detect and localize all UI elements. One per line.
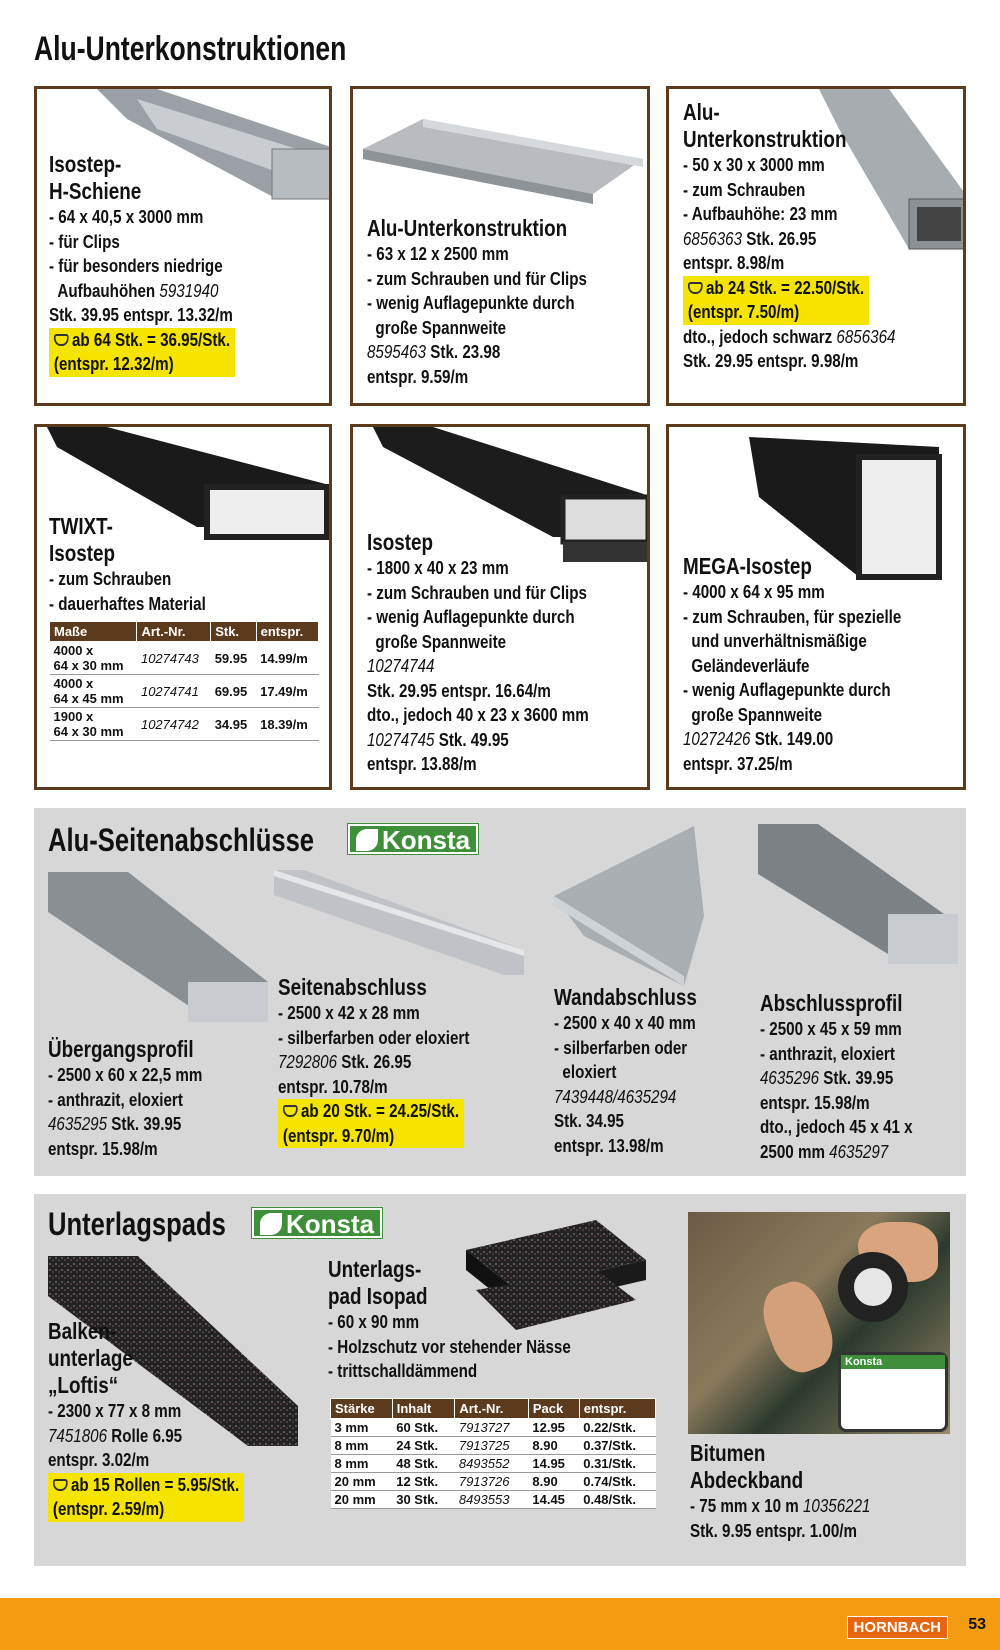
spec-line: - silberfarben oder [554,1036,688,1058]
spec-line: - Holzschutz vor stehender Nässe [328,1335,571,1357]
spec-line: - anthrazit, eloxiert [48,1088,183,1110]
spec-line: - 63 x 12 x 2500 mm [367,243,509,264]
product-title: Balken- [48,1318,117,1344]
book-icon [54,334,69,346]
tape-roll [838,1252,908,1322]
bulk-offer: ab 64 Stk. = 36.95/Stk. (entspr. 12.32/m) [49,328,235,377]
price-line: Stk. 39.95 entspr. 13.32/m [49,304,233,325]
card-twixt-isostep [34,424,332,790]
price-line: entspr. 9.59/m [367,365,469,387]
twixt-table [49,621,319,741]
article-number: 7439448/4635294 [554,1085,677,1107]
spec-line: Geländeverläufe [691,654,810,676]
leaf-icon [356,829,378,851]
article-number: 10274745 [367,728,435,750]
uebergangsprofil-image [48,872,268,1032]
price-line: Rolle 6.95 [107,1424,183,1446]
seitenabschluss-image [274,870,524,980]
page-footer [0,1598,1000,1650]
table-header: Art.-Nr. [455,1399,529,1419]
price-line: entspr. 13.98/m [554,1134,664,1156]
table-header: entspr. [579,1399,655,1419]
spec-line: - zum Schrauben [49,568,172,589]
product-title: Abschlussprofil [760,990,903,1016]
spec-line: - zum Schrauben und für Clips [367,581,587,603]
price-line: entspr. 8.98/m [683,252,785,273]
leaf-icon [260,1213,282,1235]
spec-line: - 64 x 40,5 x 3000 mm [49,206,204,227]
bulk-offer: ab 20 Stk. = 24.25/Stk. (entspr. 9.70/m) [278,1099,464,1148]
price-line: entspr. 13.88/m [367,753,477,774]
abschlussprofil-image [758,824,958,974]
table-header: Maße [50,622,137,642]
book-icon [53,1479,68,1491]
spec-line: - wenig Auflagepunkte durch [367,606,575,627]
spec-line: - 60 x 90 mm [328,1311,420,1332]
spec-line: - zum Schrauben und für Clips [367,267,587,289]
table-header: Pack [528,1399,579,1419]
spec-line: - für Clips [49,230,120,252]
spec-line: - anthrazit, eloxiert [760,1042,895,1064]
page-title: Alu-Unterkonstruktionen [34,30,347,68]
price-line: entspr. 10.78/m [278,1075,388,1097]
table-row: 20 mm 30 Stk. 8493553 14.45 0.48/Stk. [331,1491,656,1509]
article-number: 6856363 [683,227,743,249]
table-header: entspr. [256,622,318,642]
table-row: 4000 x 64 x 45 mm 10274741 69.95 17.49/m [50,675,319,708]
spec-line: - 4000 x 64 x 95 mm [683,581,825,602]
article-number: 8595463 [367,341,427,362]
table-row: 4000 x 64 x 30 mm 10274743 59.95 14.99/m [50,642,319,675]
spec-line: - wenig Auflagepunkte durch [367,292,575,313]
spec-line: - zum Schrauben, für spezielle [683,605,902,627]
table-row: 1900 x 64 x 30 mm 10274742 34.95 18.39/m [50,708,319,741]
bulk-offer: ab 24 Stk. = 22.50/Stk. (entspr. 7.50/m) [683,276,869,325]
section-unterlagspads [34,1194,966,1566]
card-isostep [350,424,650,790]
spec-line: - 75 mm x 10 m [690,1495,803,1516]
product-title: Unterkonstruktion [683,126,847,152]
product-title: TWIXT- [49,513,113,539]
card-isostep-h-schiene [34,86,332,406]
price-line: Stk. 29.95 entspr. 9.98/m [683,350,859,371]
spec-line: - 2500 x 60 x 22,5 mm [48,1064,203,1085]
table-header: Art.-Nr. [137,622,211,642]
price-line: Stk. 26.95 [337,1051,412,1072]
alu-profile-image [363,109,643,209]
article-number: 4635296 [760,1067,820,1088]
price-line: Stk. 149.00 [750,728,834,749]
price-line: Stk. 9.95 entspr. 1.00/m [690,1519,857,1541]
table-header: Stärke [331,1399,393,1419]
isopad-table [330,1398,656,1509]
konsta-logo: Konsta [348,824,478,854]
bulk-offer: ab 15 Rollen = 5.95/Stk. (entspr. 2.59/m) [48,1473,244,1522]
spec-line: - 2300 x 77 x 8 mm [48,1400,182,1421]
card-mega-isostep [666,424,966,790]
spec-line: dto., jedoch 45 x 41 x [760,1116,913,1137]
spec-line: dto., jedoch 40 x 23 x 3600 mm [367,704,589,725]
page-number: 53 [968,1616,986,1633]
product-title: Übergangsprofil [48,1036,194,1062]
spec-line: 2500 mm [760,1140,830,1162]
card-alu-unterkonstruktion-50 [666,86,966,406]
price-line: Stk. 26.95 [742,227,817,249]
table-row: 8 mm 48 Stk. 8493552 14.95 0.31/Stk. [331,1455,656,1473]
product-title: „Loftis“ [48,1372,119,1398]
section-seitenabschluesse [34,808,966,1176]
article-number: 7451806 [48,1424,108,1446]
spec-line: und unverhältnismäßige [691,630,867,651]
product-title: Isostep- [49,151,122,177]
price-line: Stk. 34.95 [554,1110,625,1131]
product-title: H-Schiene [49,178,142,204]
product-title: Isostep [49,540,116,566]
table-row: 8 mm 24 Stk. 7913725 8.90 0.37/Stk. [331,1437,656,1455]
product-title: Unterlags- [328,1256,422,1282]
spec-line: - silberfarben oder eloxiert [278,1026,470,1048]
spec-line: eloxiert [562,1061,617,1082]
hornbach-logo: HORNBACH [847,1616,949,1639]
bitumen-tape-photo [688,1212,950,1434]
product-title: unterlage [48,1345,133,1371]
table-row: 20 mm 12 Stk. 7913726 8.90 0.74/Stk. [331,1473,656,1491]
spec-line: große Spannweite [375,630,507,652]
product-title: Abdeckband [690,1467,804,1493]
price-line: Stk. 23.98 [426,341,501,362]
book-icon [283,1105,298,1117]
product-title: Seitenabschluss [278,974,427,1000]
spec-line: - wenig Auflagepunkte durch [683,679,891,700]
product-title: Bitumen [690,1440,766,1466]
card-alu-unterkonstruktion [350,86,650,406]
spec-line: - trittschalldämmend [328,1360,478,1381]
table-header: Inhalt [392,1399,455,1419]
article-number: 5931940 [159,279,219,301]
table-row: 3 mm 60 Stk. 7913727 12.95 0.22/Stk. [331,1419,656,1437]
spec-line: - zum Schrauben [683,178,806,200]
article-number: 6856364 [836,325,896,347]
section-heading: Unterlagspads [48,1206,226,1242]
spec-line: - für besonders niedrige [49,255,223,276]
spec-line: Aufbauhöhen [57,279,160,301]
spec-line: - 50 x 30 x 3000 mm [683,154,825,175]
article-number: 7292806 [278,1051,338,1072]
tape-package [838,1352,948,1432]
article-number: 4635297 [829,1140,889,1162]
price-line: entspr. 15.98/m [48,1137,158,1159]
article-number: 10272426 [683,728,751,749]
package-label: Konsta [841,1355,945,1369]
price-line: entspr. 37.25/m [683,752,793,774]
section-heading: Alu-Seitenabschlüsse [48,822,315,858]
spec-line: - 2500 x 42 x 28 mm [278,1002,420,1023]
spec-line: - 2500 x 40 x 40 mm [554,1012,696,1033]
konsta-logo: Konsta [252,1208,382,1238]
book-icon [688,282,703,294]
product-title: Alu- [683,99,720,125]
product-title: Isostep [367,529,434,555]
spec-line: dto., jedoch schwarz [683,325,837,347]
hand-shape [754,1274,841,1379]
product-title: MEGA-Isostep [683,553,812,579]
price-line: entspr. 3.02/m [48,1449,150,1470]
spec-line: - 1800 x 40 x 23 mm [367,557,509,578]
product-title: Alu-Unterkonstruktion [367,215,568,241]
spec-line: - 2500 x 45 x 59 mm [760,1018,902,1039]
price-line: Stk. 39.95 [107,1113,182,1134]
spec-line: große Spannweite [691,703,823,725]
wandabschluss-image [554,826,704,996]
price-line: Stk. 39.95 [819,1067,894,1088]
article-number: 10356221 [802,1495,871,1516]
spec-line: - dauerhaftes Material [49,592,206,614]
product-title: Wandabschluss [554,984,697,1010]
price-line: Stk. 49.95 [434,728,509,750]
price-line: Stk. 29.95 entspr. 16.64/m [367,679,551,701]
product-title: pad Isopad [328,1283,428,1309]
article-number: 4635295 [48,1113,108,1134]
table-header: Stk. [211,622,256,642]
price-line: entspr. 15.98/m [760,1091,870,1113]
article-number: 10274744 [367,655,435,676]
spec-line: große Spannweite [375,316,507,338]
spec-line: - Aufbauhöhe: 23 mm [683,203,838,224]
